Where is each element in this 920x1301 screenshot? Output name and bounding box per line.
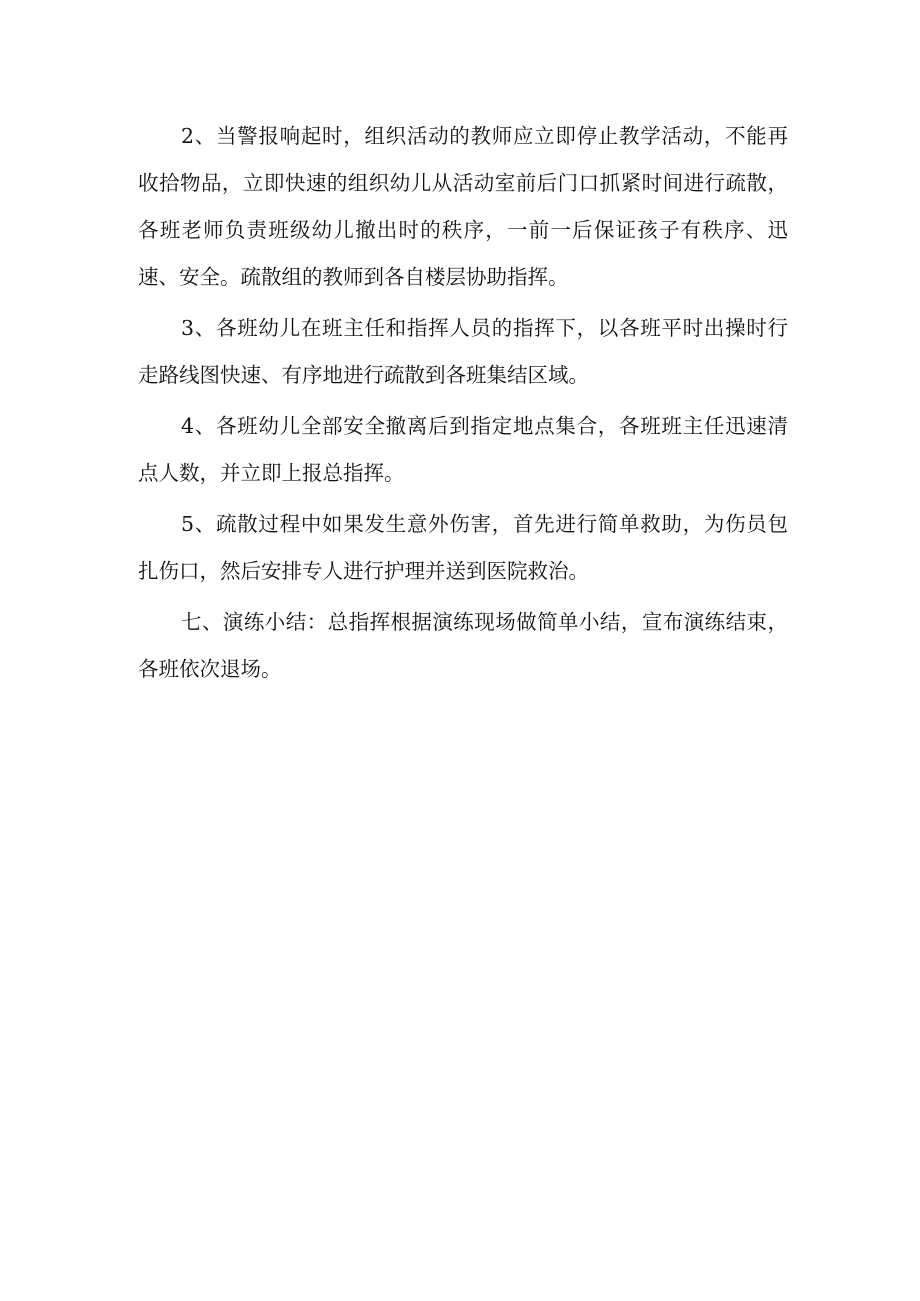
paragraph-injury-handling: 5、疏散过程中如果发生意外伤害，首先进行简单救助，为伤员包扎伤口，然后安排专人进行护理并送到医院救治。: [138, 512, 788, 583]
paragraph-evacuation-alarm: 2、当警报响起时，组织活动的教师应立即停止教学活动，不能再收拾物品，立即快速的组织幼儿从活动室前后门口抓紧时间进行疏散，各班老师负责班级幼儿撤出时的秩序，一前一后保证孩子有秩序、迅速、安全。疏散组的教师到各自楼层协助指挥。: [138, 124, 788, 289]
paragraph-evacuation-route: 3、各班幼儿在班主任和指挥人员的指挥下，以各班平时出操时行走路线图快速、有序地进行疏散到各班集结区域。: [138, 316, 788, 387]
document-body: [138, 113, 788, 697]
paragraph-assembly-headcount: 4、各班幼儿全部安全撤离后到指定地点集合，各班班主任迅速清点人数，并立即上报总指挥。: [138, 414, 788, 485]
paragraph-drill-summary: 七、演练小结：总指挥根据演练现场做简单小结，宣布演练结束，各班依次退场。: [138, 610, 788, 681]
